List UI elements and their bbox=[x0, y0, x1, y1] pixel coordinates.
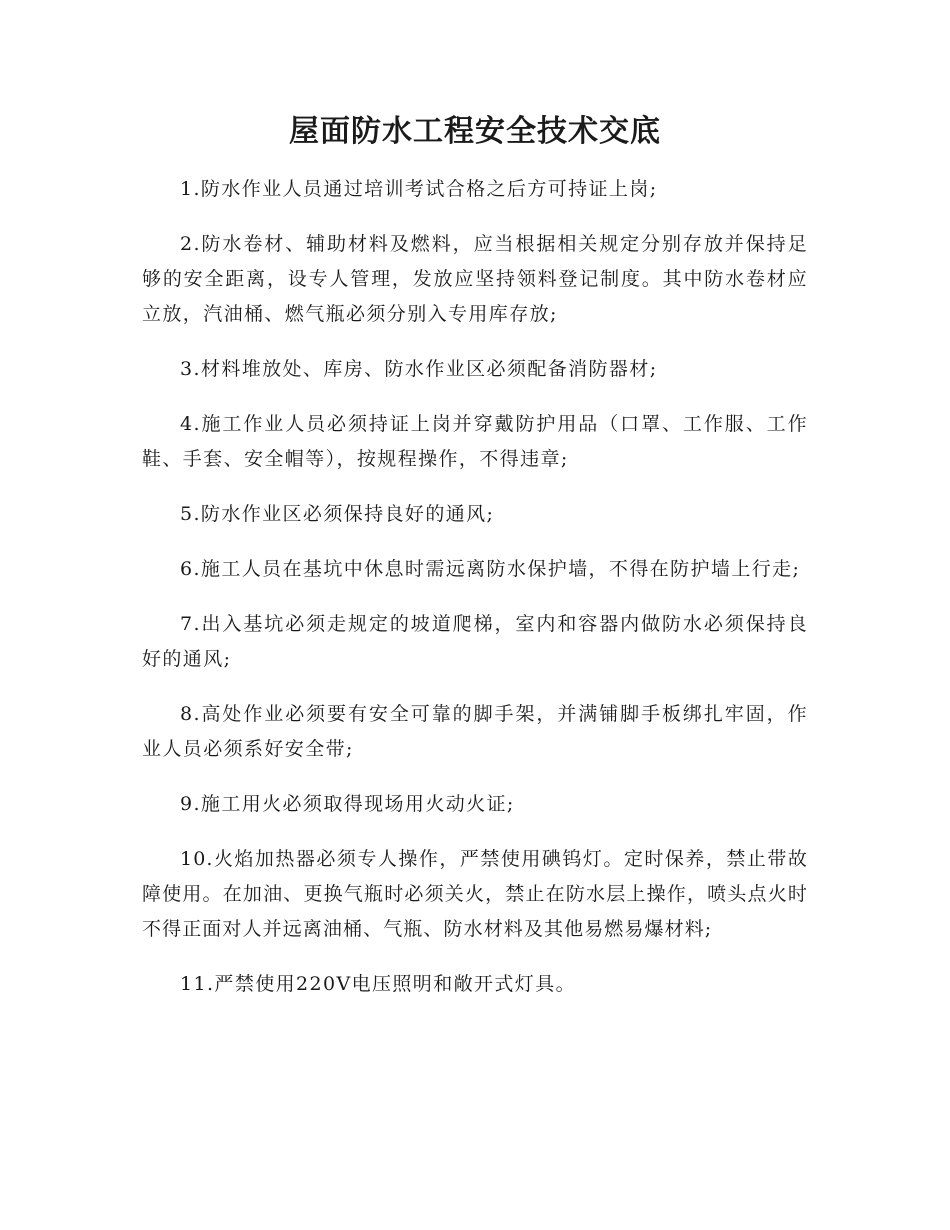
clause-list bbox=[142, 172, 808, 1002]
clause-3: 3.材料堆放处、库房、防水作业区必须配备消防器材; bbox=[180, 358, 658, 380]
clause-10: 10.火焰加热器必须专人操作，严禁使用碘钨灯。定时保养，禁止带故障使用。在加油、更换气瓶时必须关火，禁止在防水层上操作，喷头点火时不得正面对人并远离油桶、气瓶、防水材料及其他易燃易爆材料; bbox=[142, 848, 808, 940]
clause-1: 1.防水作业人员通过培训考试合格之后方可持证上岗; bbox=[180, 178, 658, 200]
clause-2: 2.防水卷材、辅助材料及燃料，应当根据相关规定分别存放并保持足够的安全距离，设专人管理，发放应坚持领料登记制度。其中防水卷材应立放，汽油桶、燃气瓶必须分别入专用库存放; bbox=[142, 233, 808, 325]
clause-11: 11.严禁使用220V电压照明和敞开式灯具。 bbox=[180, 973, 577, 995]
clause-8: 8.高处作业必须要有安全可靠的脚手架，并满铺脚手板绑扎牢固，作业人员必须系好安全带; bbox=[142, 703, 808, 760]
clause-5: 5.防水作业区必须保持良好的通风; bbox=[180, 503, 495, 525]
page-title: 屋面防水工程安全技术交底 bbox=[289, 114, 661, 149]
clause-4: 4.施工作业人员必须持证上岗并穿戴防护用品（口罩、工作服、工作鞋、手套、安全帽等），按规程操作，不得违章; bbox=[142, 413, 808, 470]
clause-6: 6.施工人员在基坑中休息时需远离防水保护墙，不得在防护墙上行走; bbox=[180, 558, 801, 580]
clause-7: 7.出入基坑必须走规定的坡道爬梯，室内和容器内做防水必须保持良好的通风; bbox=[142, 613, 808, 670]
clause-9: 9.施工用火必须取得现场用火动火证; bbox=[180, 793, 515, 815]
